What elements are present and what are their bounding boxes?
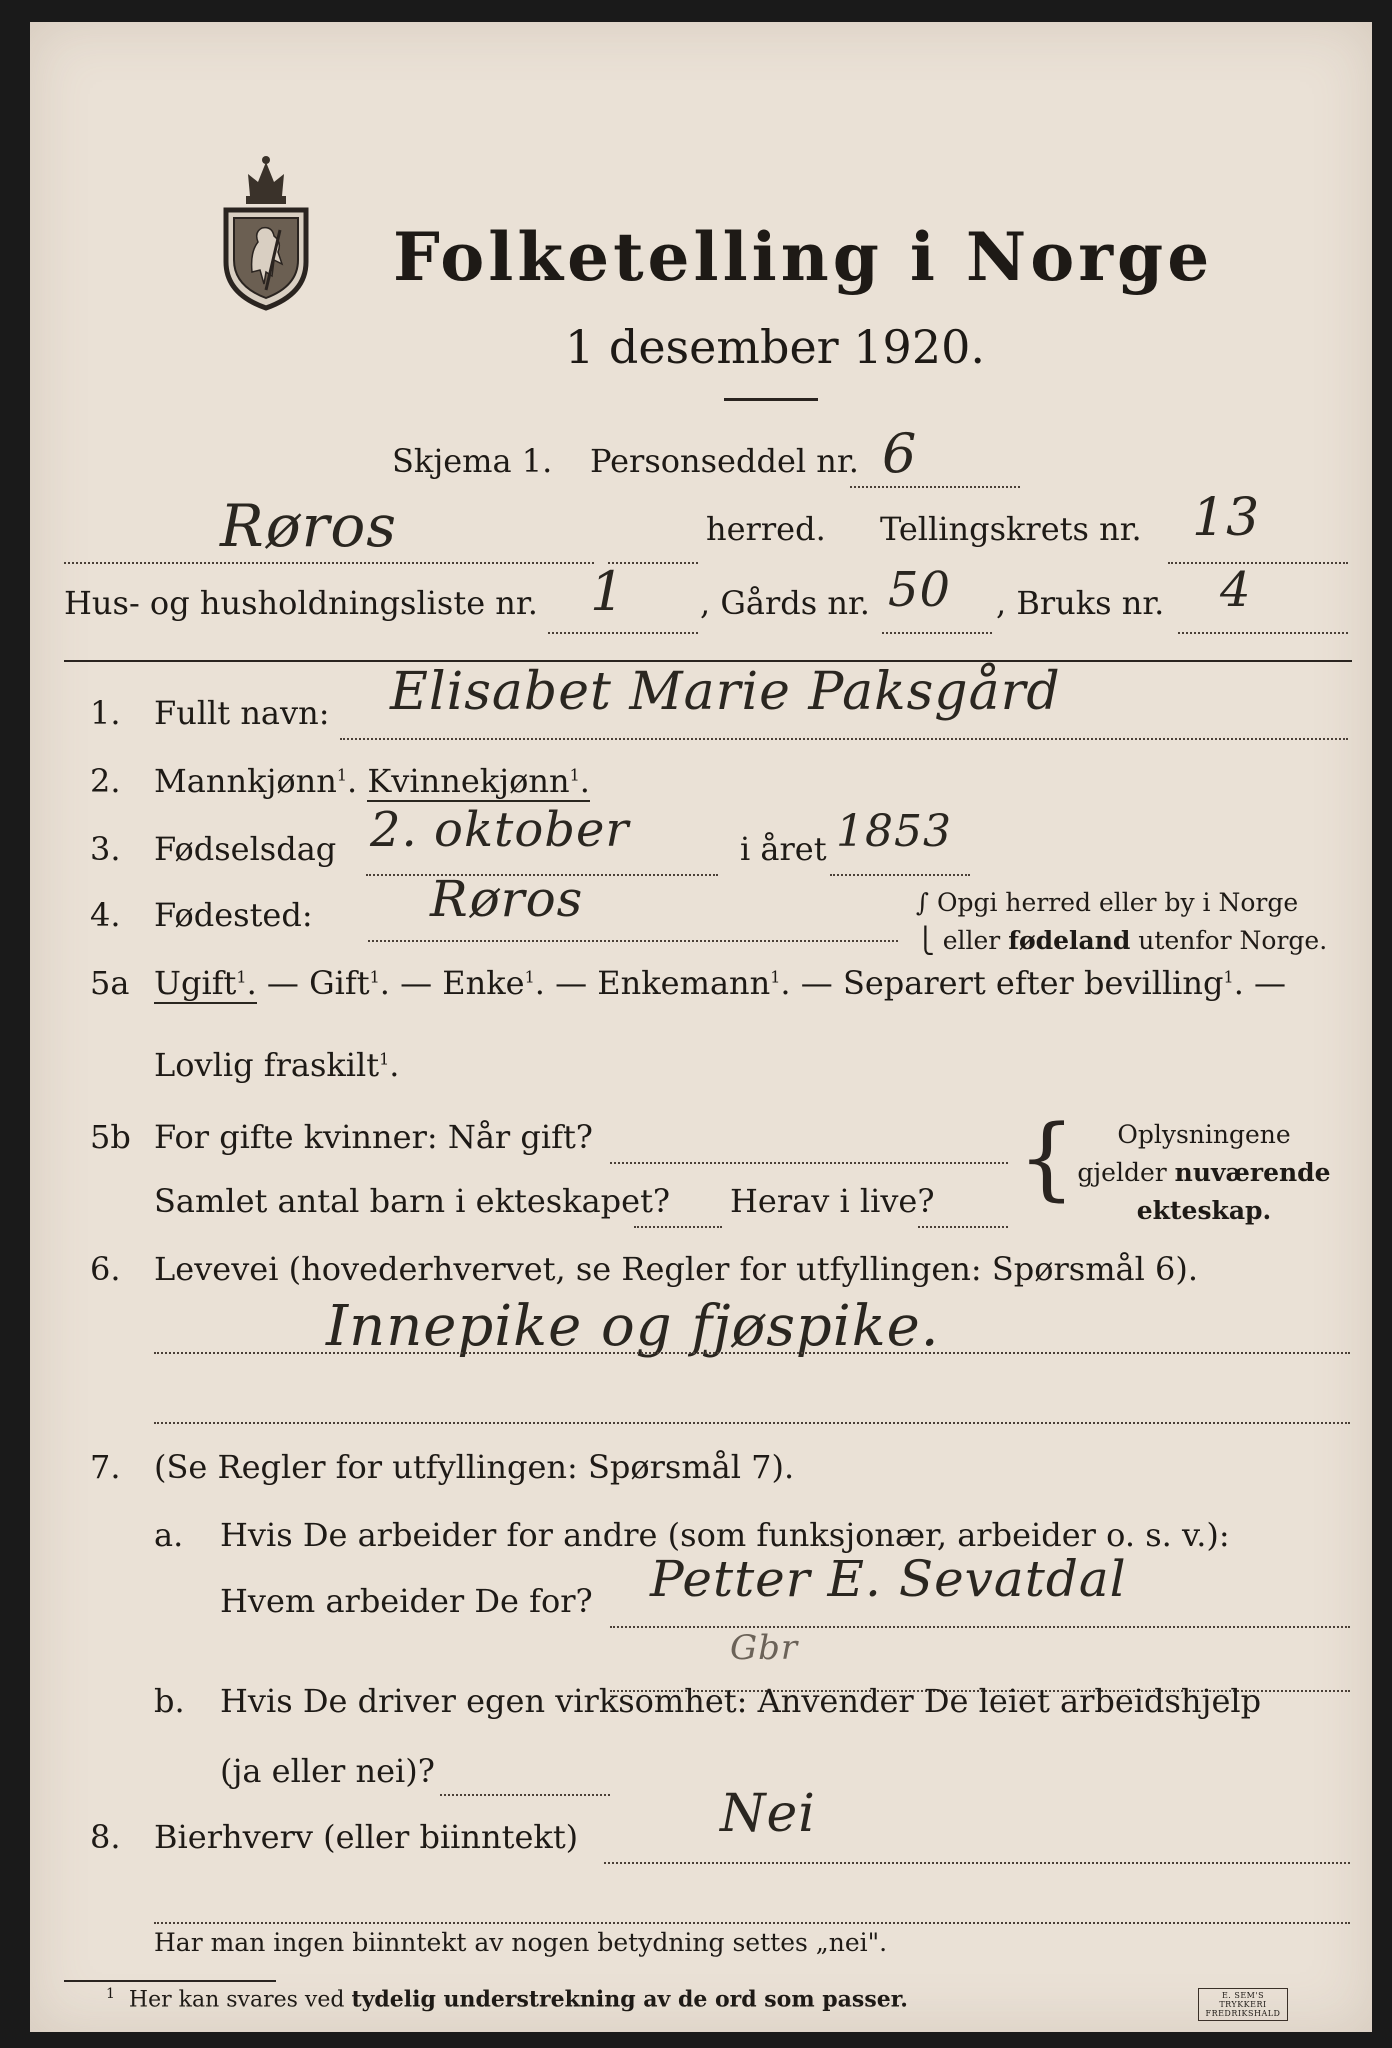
footnote-text-b: tydelig understrekning av de ord som passer. xyxy=(351,1986,908,2013)
q5a-enkemann: Enkemann xyxy=(597,964,771,1002)
bruks-label: , Bruks nr. xyxy=(996,584,1165,622)
q6-answer: Innepike og fjøspike. xyxy=(326,1294,940,1359)
footnote-text-a: Her kan svares ved xyxy=(128,1987,352,2013)
q2-female-text: Kvinnekjønn xyxy=(367,762,570,800)
personseddel-value: 6 xyxy=(882,422,918,485)
q5b-note-ekteskap: ekteskap. xyxy=(1136,1196,1272,1225)
bruks-line xyxy=(1178,632,1348,634)
q2-male-period: . xyxy=(347,762,358,800)
q8-number: 8. xyxy=(90,1818,121,1856)
q2-male-footnote-mark: 1 xyxy=(336,765,348,785)
tellingskrets-value: 13 xyxy=(1192,488,1261,548)
herred-value: Røros xyxy=(220,492,398,560)
q7-number: 7. xyxy=(90,1448,121,1486)
q5a-number: 5a xyxy=(90,964,130,1002)
q4-note-text2c: utenfor Norge. xyxy=(1130,926,1328,955)
q5b-number: 5b xyxy=(90,1118,131,1156)
q5a-ugift-mark: 1 xyxy=(236,967,247,987)
q7a-answer2: Gbr xyxy=(730,1628,799,1668)
q4-note-text1: Opgi herred eller by i Norge xyxy=(936,888,1299,917)
q4-note-line1 xyxy=(916,884,1327,922)
q4-answer: Røros xyxy=(430,870,584,928)
q7-label: (Se Regler for utfyllingen: Spørsmål 7). xyxy=(154,1448,795,1486)
q3-year: 1853 xyxy=(836,806,952,857)
footnote xyxy=(106,1986,908,2012)
q8-line1 xyxy=(604,1862,1350,1864)
q4-note-fodeland: fødeland xyxy=(1008,926,1131,955)
q7b-text: Hvis De driver egen virksomhet: Anvender De leiet arbeidshjelp xyxy=(220,1682,1262,1720)
q5b-note-nuvaerende: nuværende xyxy=(1174,1158,1331,1187)
q7b-line xyxy=(440,1794,610,1796)
q5a-options: Ugift$^1$. — Gift$^1$. — Enke$^1$. — Enkemann$^1$. — Separert efter bevilling$^1$. — xyxy=(154,964,1287,1002)
tellingskrets-label: Tellingskrets nr. xyxy=(880,510,1142,548)
tellingskrets-line xyxy=(1168,562,1348,564)
q5a-fraskilt-mark: 1 xyxy=(379,1049,390,1069)
q7b-text2: (ja eller nei)? xyxy=(220,1752,435,1790)
q5a-enkemann-mark: 1 xyxy=(770,967,781,987)
q6-number: 6. xyxy=(90,1250,121,1288)
q3-label: Fødselsdag xyxy=(154,830,337,868)
q3-answer: 2. oktober xyxy=(370,802,630,858)
q1-answer: Elisabet Marie Paksgård xyxy=(390,662,1061,722)
printer-stamp-line2: FREDRIKSHALD xyxy=(1205,2009,1281,2018)
q5b-label1: For gifte kvinner: Når gift? xyxy=(154,1118,593,1156)
q4-number: 4. xyxy=(90,896,121,934)
husliste-label: Hus- og husholdningsliste nr. xyxy=(64,584,538,622)
printer-stamp xyxy=(1198,1988,1288,2021)
q2-options xyxy=(154,762,590,800)
q5a-separert-mark: 1 xyxy=(1223,967,1234,987)
title-divider xyxy=(724,398,818,401)
q5a-gift: Gift xyxy=(309,964,370,1002)
q5b-brace: { xyxy=(1018,1106,1076,1211)
q8-answer: Nei xyxy=(720,1784,816,1844)
coat-of-arms-emblem xyxy=(220,152,312,312)
q4-note-brace-top: ∫ xyxy=(916,888,937,917)
q6-line2 xyxy=(154,1422,1350,1424)
q5a-ugift-text: Ugift xyxy=(154,964,237,1002)
q2-male-option: Mannkjønn xyxy=(154,762,337,800)
q7a-line1 xyxy=(610,1626,1350,1628)
q1-number: 1. xyxy=(90,694,121,732)
form-title: Folketelling i Norge xyxy=(393,218,1214,296)
bruks-value: 4 xyxy=(1220,562,1252,618)
footnote-mark: 1 xyxy=(106,1986,115,2002)
q5b-label3: Herav i live? xyxy=(730,1182,935,1220)
q5a-separert: Separert efter bevilling xyxy=(842,964,1224,1002)
q5b-note xyxy=(1054,1116,1354,1230)
q5b-line2 xyxy=(634,1226,722,1228)
q5a-enke-mark: 1 xyxy=(524,967,535,987)
footnote-rule xyxy=(64,1980,276,1982)
q5b-note-line1: Oplysningene xyxy=(1117,1120,1291,1149)
q5a-enke: Enke xyxy=(442,964,525,1002)
q5a-gift-mark: 1 xyxy=(369,967,380,987)
q5b-label2: Samlet antal barn i ekteskapet? xyxy=(154,1182,671,1220)
census-form-page xyxy=(30,22,1372,2032)
q6-label: Levevei (hovederhvervet, se Regler for utfyllingen: Spørsmål 6). xyxy=(154,1250,1199,1288)
q1-label: Fullt navn: xyxy=(154,694,330,732)
q2-female-option: Kvinnekjønn$^1$. xyxy=(367,762,590,800)
q4-note-line2 xyxy=(916,922,1327,960)
gards-value: 50 xyxy=(888,562,952,618)
personseddel-label: Personseddel nr. xyxy=(590,442,859,480)
q4-note-text2a: eller xyxy=(942,926,1009,955)
q4-label: Fødested: xyxy=(154,896,313,934)
husliste-line xyxy=(548,632,698,634)
q6-line1 xyxy=(154,1352,1350,1354)
herred-line xyxy=(64,562,594,564)
herred-label: herred. xyxy=(706,510,826,548)
q8-line2 xyxy=(154,1922,1350,1924)
q3-year-line xyxy=(830,874,970,876)
gards-label: , Gårds nr. xyxy=(700,584,870,622)
q5a-ugift: Ugift$^1$. xyxy=(154,964,257,1002)
q7b-letter: b. xyxy=(154,1682,185,1720)
q3-year-label: i året xyxy=(740,830,827,868)
q4-note-brace-bottom: ⎩ xyxy=(916,926,943,955)
skjema-label: Skjema 1. xyxy=(392,442,553,480)
q1-line xyxy=(340,738,1348,740)
q3-number: 3. xyxy=(90,830,121,868)
q5a-fraskilt-line: Lovlig fraskilt$^1$. xyxy=(154,1046,400,1084)
q4-note xyxy=(916,884,1327,960)
q2-female-footnote-mark: 1 xyxy=(569,765,580,785)
husliste-value: 1 xyxy=(590,560,626,623)
q5b-note-gjelder: gjelder xyxy=(1077,1158,1175,1187)
q5b-line1 xyxy=(610,1162,1008,1164)
q5a-fraskilt: Lovlig fraskilt xyxy=(154,1046,380,1084)
gards-line xyxy=(882,632,992,634)
q8-label: Bierhverv (eller biinntekt) xyxy=(154,1818,579,1856)
printer-stamp-line1: E. SEM'S TRYKKERI xyxy=(1219,1991,1267,2009)
q7a-text: Hvis De arbeider for andre (som funksjonær, arbeider o. s. v.): xyxy=(220,1516,1230,1554)
bottom-note: Har man ingen biinntekt av nogen betydning settes „nei". xyxy=(154,1928,888,1957)
q5b-line3 xyxy=(918,1226,1008,1228)
q4-line xyxy=(368,940,898,942)
personseddel-line xyxy=(850,486,1020,488)
q5b-note-line2 xyxy=(1054,1154,1354,1192)
q7a-text2: Hvem arbeider De for? xyxy=(220,1582,593,1620)
q7a-letter: a. xyxy=(154,1516,184,1554)
form-date: 1 desember 1920. xyxy=(565,320,985,374)
q2-number: 2. xyxy=(90,762,121,800)
q5b-note-line3 xyxy=(1054,1192,1354,1230)
q7a-answer: Petter E. Sevatdal xyxy=(650,1550,1127,1608)
